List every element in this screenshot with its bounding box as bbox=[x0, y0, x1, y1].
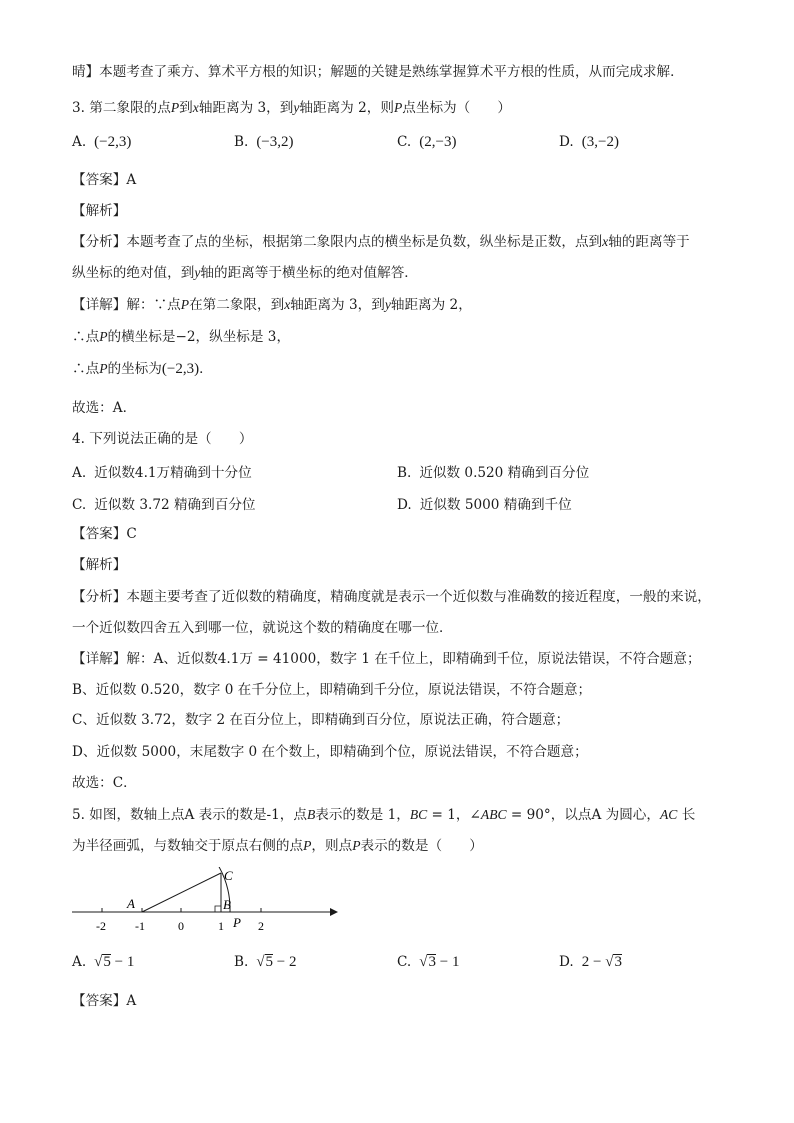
analysis-3-line-1: 【分析】本题考查了点的坐标，根据第二象限内点的横坐标是负数，纵坐标是正数，点到x轴的距离等于 bbox=[72, 234, 690, 250]
option-d: D. 2 − √3 bbox=[559, 954, 622, 970]
option-b: B. 近似数 0.520 精确到百分位 bbox=[397, 465, 590, 481]
question-3-options bbox=[72, 134, 732, 156]
tick-label: -1 bbox=[135, 919, 145, 933]
axis-arrow-icon bbox=[330, 908, 338, 916]
detail-4-line-1: 【详解】解：A、近似数4.1万 = 41000，数字 1 在千位上，即精确到千位，原说法错误，不符合题意； bbox=[72, 651, 701, 667]
number-line-figure bbox=[72, 867, 342, 937]
answer-5: 【答案】A bbox=[72, 993, 137, 1009]
choose-3: 故选：A． bbox=[72, 400, 137, 416]
point-label-c: C bbox=[224, 868, 233, 883]
point-label-p: P bbox=[233, 915, 241, 930]
option-b: B. (−3,2) bbox=[234, 134, 294, 150]
analysis-4-line-2: 一个近似数四舍五入到哪一位，就说这个数的精确度在哪一位． bbox=[72, 620, 453, 636]
option-a: A. √5 − 1 bbox=[72, 954, 135, 970]
jiexi-4: 【解析】 bbox=[72, 557, 127, 573]
tick-label: 1 bbox=[218, 919, 224, 933]
detail-4-line-2: B、近似数 0.520，数字 0 在千分位上，即精确到千分位，原说法错误，不符合题意； bbox=[72, 682, 592, 698]
option-c: C. 近似数 3.72 精确到百分位 bbox=[72, 497, 256, 513]
option-b: B. √5 − 2 bbox=[234, 954, 297, 970]
tick-label: -2 bbox=[96, 919, 106, 933]
detail-4-line-4: D、近似数 5000，末尾数字 0 在个数上，即精确到个位，原说法错误，不符合题意； bbox=[72, 744, 588, 760]
tick-label: 2 bbox=[258, 919, 264, 933]
detail-3-line-1: 【详解】解：∵点P在第二象限，到x轴距离为 3，到y轴距离为 2， bbox=[72, 297, 472, 313]
right-angle-mark bbox=[215, 906, 221, 912]
question-5-options bbox=[72, 954, 732, 976]
point-label-a: A bbox=[127, 896, 135, 911]
option-a: A. 近似数4.1万精确到十分位 bbox=[72, 465, 252, 481]
option-d: D. (3,−2) bbox=[559, 134, 619, 150]
option-c: C. √3 − 1 bbox=[397, 954, 460, 970]
question-4: 4. 下列说法正确的是（ ） bbox=[72, 431, 253, 447]
answer-3: 【答案】A bbox=[72, 172, 137, 188]
tick-label: 0 bbox=[178, 919, 184, 933]
option-d: D. 近似数 5000 精确到千位 bbox=[397, 497, 572, 513]
detail-3-line-3: ∴点P的坐标为(−2,3)． bbox=[72, 361, 213, 377]
question-4-options-row-1 bbox=[72, 461, 732, 483]
choose-4: 故选：C． bbox=[72, 775, 137, 791]
analysis-4-line-1: 【分析】本题主要考查了近似数的精确度，精确度就是表示一个近似数与准确数的接近程度，一般的来说， bbox=[72, 589, 711, 605]
option-a: A. (−2,3) bbox=[72, 134, 132, 150]
jiexi-3: 【解析】 bbox=[72, 203, 127, 219]
answer-4: 【答案】C bbox=[72, 526, 137, 542]
text-line: 晴】本题考查了乘方、算术平方根的知识；解题的关键是熟练掌握算术平方根的性质，从而完成求解． bbox=[72, 64, 684, 80]
detail-4-line-3: C、近似数 3.72，数字 2 在百分位上，即精确到百分位，原说法正确，符合题意； bbox=[72, 712, 570, 728]
question-4-options-row-2 bbox=[72, 493, 732, 515]
question-5-line-1: 5. 如图，数轴上点A 表示的数是-1，点B表示的数是 1，BC = 1，∠ABC = 90°，以点A 为圆心，AC 长 bbox=[72, 807, 696, 823]
detail-3-line-2: ∴点P的横坐标是−2，纵坐标是 3， bbox=[72, 329, 291, 345]
question-5-line-2: 为半径画弧，与数轴交于原点右侧的点P，则点P表示的数是（ ） bbox=[72, 838, 483, 854]
point-label-b: B bbox=[223, 897, 231, 912]
question-3: 3. 第二象限的点P到x轴距离为 3，到y轴距离为 2，则P点坐标为（ ） bbox=[72, 100, 512, 116]
analysis-3-line-2: 纵坐标的绝对值，到y轴的距离等于横坐标的绝对值解答． bbox=[72, 265, 418, 281]
segment-ac bbox=[142, 873, 221, 912]
option-c: C. (2,−3) bbox=[397, 134, 457, 150]
